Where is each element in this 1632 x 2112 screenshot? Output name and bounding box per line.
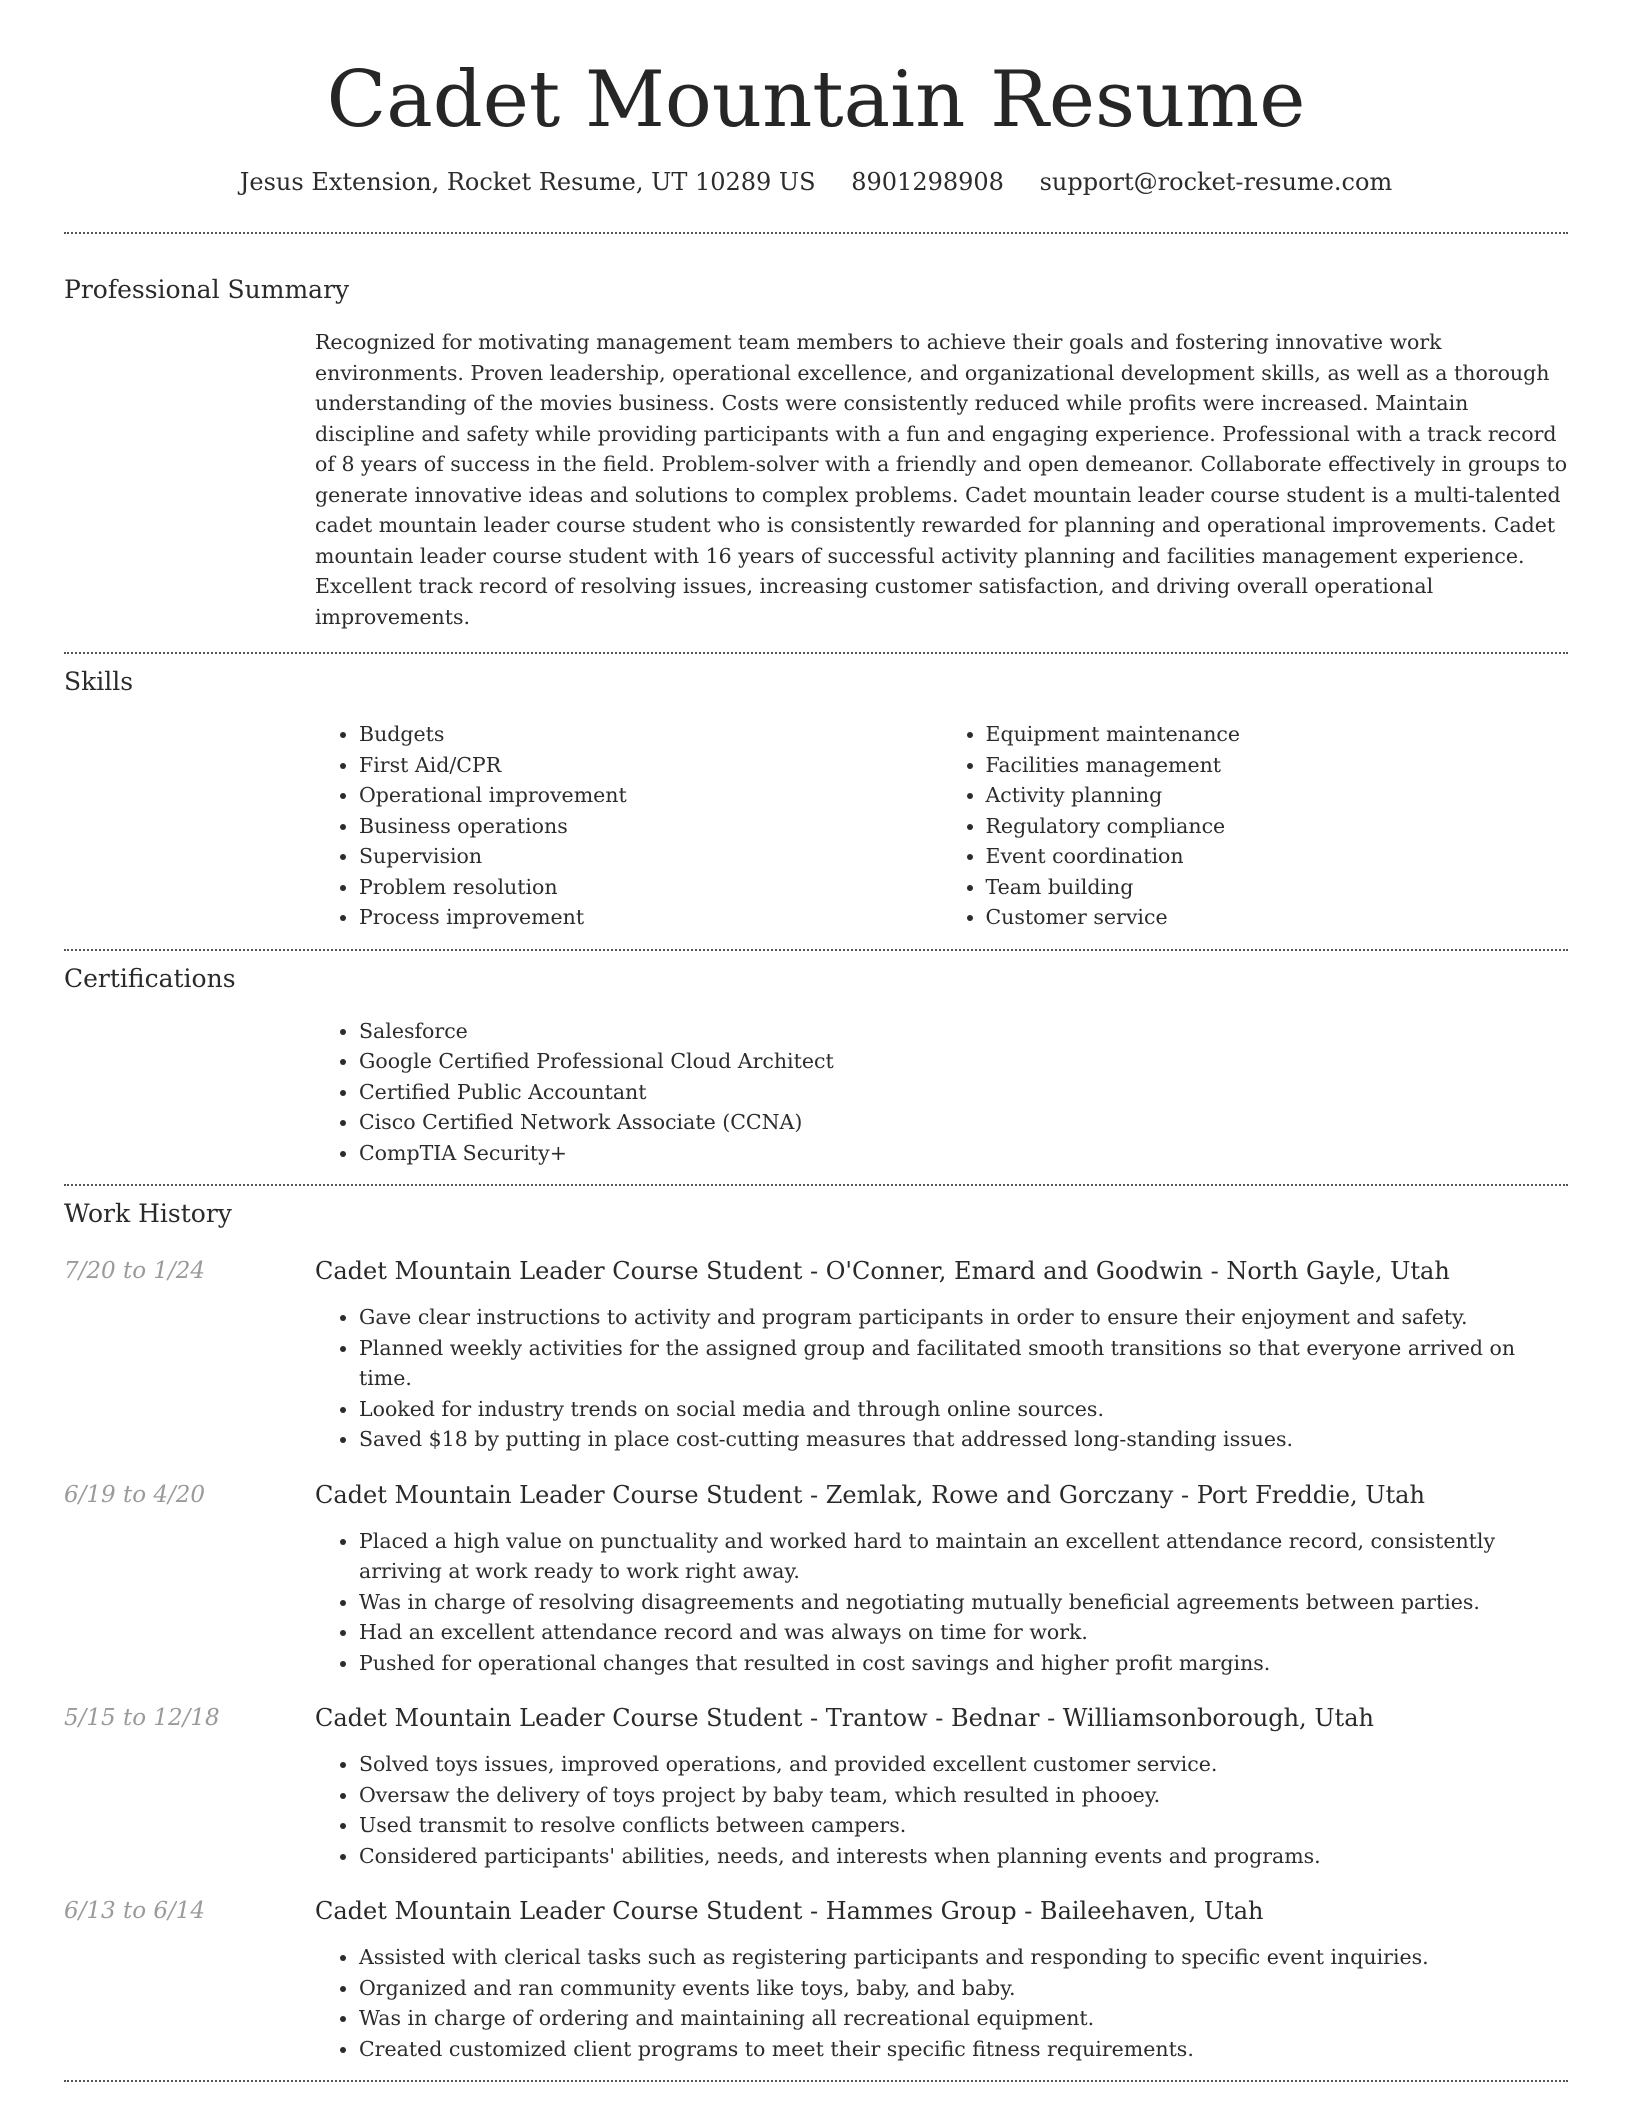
job-bullet: • Created customized client programs to meet their specific fitness requirements. — [359, 2034, 1568, 2065]
contact-line — [64, 166, 1568, 198]
job-bullet: • Used transmit to resolve conflicts between campers. — [359, 1810, 1568, 1841]
skills-list-left — [315, 719, 942, 933]
job-bullet: • Oversaw the delivery of toys project by baby team, which resulted in phooey. — [359, 1780, 1568, 1811]
skill-item: • Facilities management — [986, 750, 1569, 781]
skills-heading: Skills — [64, 667, 134, 696]
job-bullet: • Had an excellent attendance record and was always on time for work. — [359, 1617, 1568, 1648]
job-heading: Cadet Mountain Leader Course Student - Zemlak, Rowe and Gorczany - Port Freddie, Utah — [315, 1480, 1425, 1509]
skills-list-right — [942, 719, 1569, 933]
certification-item: • Google Certified Professional Cloud Architect — [359, 1046, 1568, 1077]
skill-item: • Supervision — [359, 841, 942, 872]
job-bullet: • Saved $18 by putting in place cost-cutting measures that addressed long-standing issues. — [359, 1424, 1568, 1455]
job-heading: Cadet Mountain Leader Course Student - O'Conner, Emard and Goodwin - North Gayle, Utah — [315, 1257, 1450, 1285]
job-dates: 5/15 to 12/18 — [64, 1705, 220, 1731]
contact-phone: 8901298908 — [851, 168, 1004, 196]
resume-page — [64, 0, 1568, 2082]
skill-item: • Operational improvement — [359, 780, 942, 811]
job-bullet: • Assisted with clerical tasks such as registering participants and responding to specific event inquiries. — [359, 1942, 1568, 1973]
certifications-section — [64, 951, 1568, 1169]
job-bullet: • Was in charge of resolving disagreements and negotiating mutually beneficial agreements between parties. — [359, 1587, 1568, 1618]
skill-item: • First Aid/CPR — [359, 750, 942, 781]
certifications-heading: Certifications — [64, 963, 236, 993]
job-bullet: • Planned weekly activities for the assigned group and facilitated smooth transitions so that everyone arrived on time. — [359, 1333, 1568, 1394]
work-history-heading: Work History — [64, 1199, 232, 1228]
certification-item: • CompTIA Security+ — [359, 1138, 1568, 1169]
job-bullets — [315, 1302, 1568, 1455]
summary-text: Recognized for motivating management team members to achieve their goals and fostering innovative work environments. Proven leadership, operational excellence, and organizational development skills, as well as a thorough understanding of the movies business. Costs were consistently reduced while profits were increased. Maintain discipline and safety while providing participants with a fun and engaging experience. Professional with a track record of 8 years of success in the field. Problem-solver with a friendly and open demeanor. Collaborate effectively in groups to generate innovative ideas and solutions to complex problems. Cadet mountain leader course student is a multi-talented cadet mountain leader course student who is consistently rewarded for planning and operational improvements. Cadet mountain leader course student with 16 years of successful activity planning and facilities management experience. Excellent track record of resolving issues, increasing customer satisfaction, and driving overall operational improvements. — [315, 330, 1568, 629]
job-bullet: • Pushed for operational changes that resulted in cost savings and higher profit margins. — [359, 1648, 1568, 1679]
job-bullet: • Organized and ran community events like toys, baby, and baby. — [359, 1973, 1568, 2004]
job-heading: Cadet Mountain Leader Course Student - Hammes Group - Baileehaven, Utah — [315, 1897, 1264, 1925]
job-entry — [64, 1478, 1568, 1679]
job-dates: 7/20 to 1/24 — [64, 1258, 206, 1284]
skill-item: • Business operations — [359, 811, 942, 842]
job-bullets — [315, 1942, 1568, 2064]
job-bullet: • Looked for industry trends on social media and through online sources. — [359, 1394, 1568, 1425]
skills-section — [64, 654, 1568, 933]
certifications-list — [315, 1016, 1568, 1169]
resume-title: Cadet Mountain Resume — [326, 55, 1306, 145]
certification-item: • Cisco Certified Network Associate (CCNA) — [359, 1107, 1568, 1138]
skill-item: • Equipment maintenance — [986, 719, 1569, 750]
job-entry — [64, 1254, 1568, 1455]
contact-email: support@rocket-resume.com — [1039, 168, 1393, 196]
skill-item: • Event coordination — [986, 841, 1569, 872]
divider — [64, 2080, 1568, 2082]
certification-item: • Salesforce — [359, 1016, 1568, 1047]
skill-item: • Process improvement — [359, 902, 942, 933]
contact-address: Jesus Extension, Rocket Resume, UT 10289 US — [239, 168, 816, 196]
skill-item: • Regulatory compliance — [986, 811, 1569, 842]
job-dates: 6/13 to 6/14 — [64, 1898, 206, 1924]
skill-item: • Budgets — [359, 719, 942, 750]
work-history-section — [64, 1186, 1568, 2064]
job-dates: 6/19 to 4/20 — [64, 1481, 206, 1508]
skill-item: • Customer service — [986, 902, 1569, 933]
skill-item: • Problem resolution — [359, 872, 942, 903]
summary-section — [64, 234, 1568, 632]
certification-item: • Certified Public Accountant — [359, 1077, 1568, 1108]
job-bullet: • Considered participants' abilities, needs, and interests when planning events and programs. — [359, 1841, 1568, 1872]
job-bullets — [315, 1526, 1568, 1679]
job-bullet: • Was in charge of ordering and maintaining all recreational equipment. — [359, 2003, 1568, 2034]
skill-item: • Activity planning — [986, 780, 1569, 811]
job-bullet: • Placed a high value on punctuality and worked hard to maintain an excellent attendance record, consistently arriving at work ready to work right away. — [359, 1526, 1568, 1587]
skill-item: • Team building — [986, 872, 1569, 903]
job-entry — [64, 1701, 1568, 1871]
job-entry — [64, 1894, 1568, 2064]
job-heading: Cadet Mountain Leader Course Student - Trantow - Bednar - Williamsonborough, Utah — [315, 1704, 1374, 1732]
job-bullet: • Solved toys issues, improved operations, and provided excellent customer service. — [359, 1749, 1568, 1780]
job-bullet: • Gave clear instructions to activity and program participants in order to ensure their enjoyment and safety. — [359, 1302, 1568, 1333]
job-bullets — [315, 1749, 1568, 1871]
summary-heading: Professional Summary — [64, 275, 350, 304]
